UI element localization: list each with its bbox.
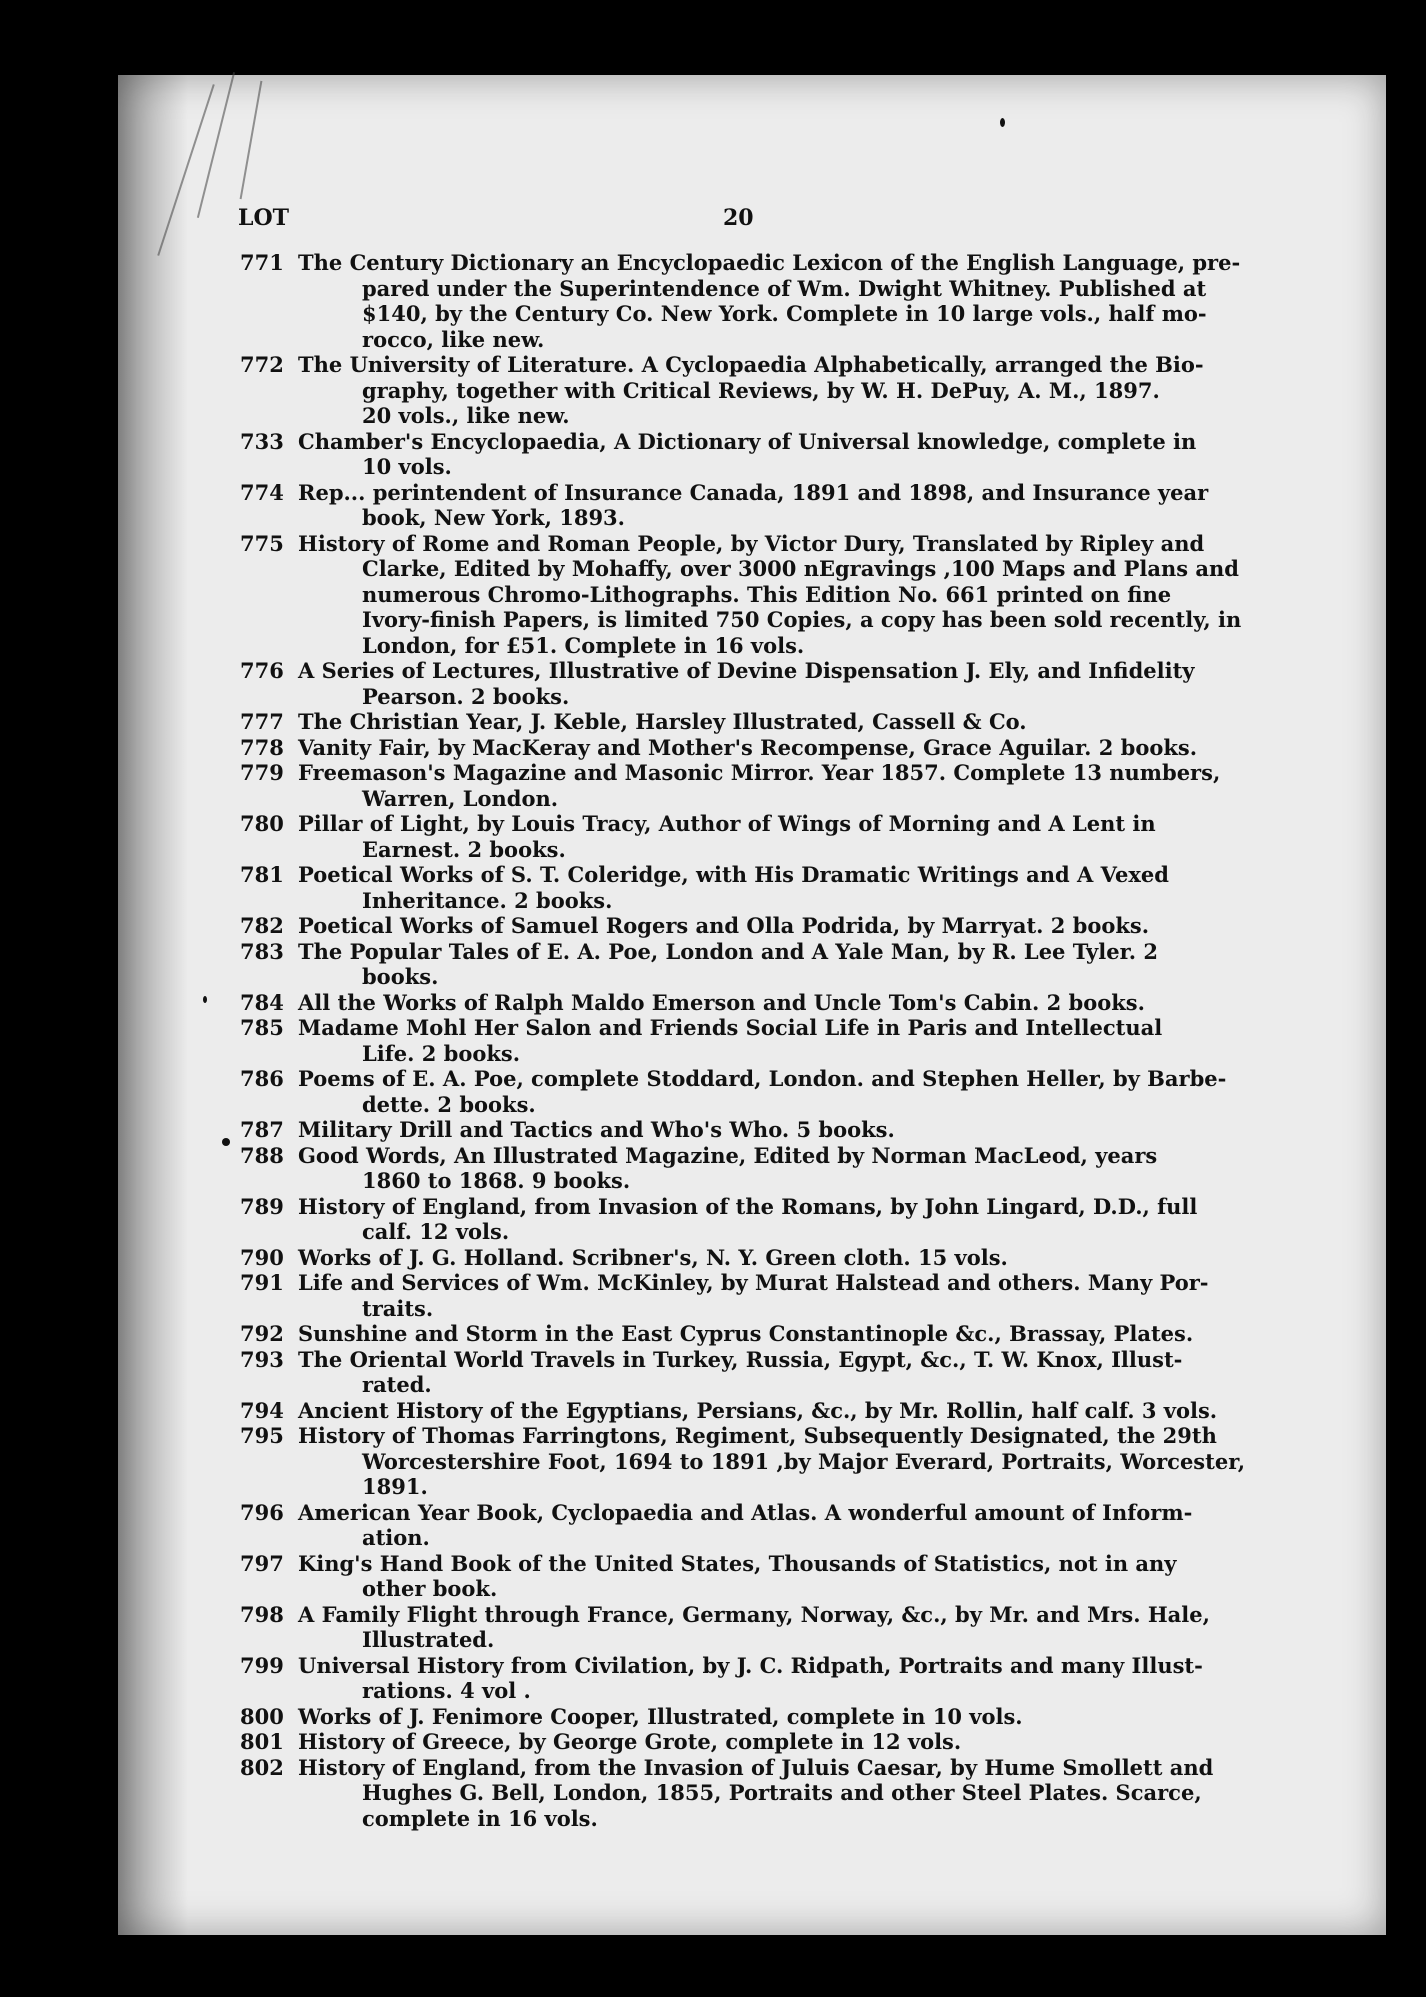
lot-description-line: Universal History from Civilation, by J. C. Ridpath, Portraits and many Illust-: [298, 1652, 1203, 1678]
lot-description-line: History of Greece, by George Grote, complete in 12 vols.: [298, 1729, 962, 1754]
lot-number: 800: [240, 1703, 284, 1729]
lot-entry: [240, 1066, 1250, 1117]
lot-entry: [240, 1704, 1250, 1730]
lot-description-line: 20 vols., like new.: [362, 403, 570, 428]
lot-description-line: Pillar of Light, by Louis Tracy, Author of Wings of Morning and A Lent in: [298, 811, 1156, 836]
lot-number: 795: [240, 1423, 284, 1448]
lot-entry: [240, 1270, 1250, 1321]
lot-description-line: History of England, from Invasion of the Romans, by John Lingard, D.D., full: [298, 1193, 1198, 1219]
lot-number: 784: [240, 989, 284, 1015]
lot-description-line: 1891.: [362, 1474, 428, 1499]
page-shadow-edge: [118, 75, 188, 1935]
lot-description-line: History of Rome and Roman People, by Victor Dury, Translated by Ripley and: [298, 530, 1205, 556]
lot-number: 786: [240, 1066, 284, 1091]
lot-number: 781: [240, 862, 284, 887]
lot-description-line: All the Works of Ralph Maldo Emerson and Uncle Tom's Cabin. 2 books.: [298, 989, 1145, 1015]
lot-description-line: other book.: [362, 1576, 498, 1601]
lot-number: 802: [240, 1754, 284, 1780]
lot-description-line: History of Thomas Farringtons, Regiment, Subsequently Designated, the 29th: [298, 1423, 1217, 1448]
lot-description-line: Poetical Works of Samuel Rogers and Olla Podrida, by Marryat. 2 books.: [298, 913, 1150, 938]
lot-description-line: King's Hand Book of the United States, Thousands of Statistics, not in any: [298, 1550, 1177, 1576]
lot-number: 799: [240, 1652, 284, 1678]
ink-speck: [203, 996, 207, 1003]
lot-description-line: books.: [362, 964, 439, 989]
lot-description-line: Poetical Works of S. T. Coleridge, with His Dramatic Writings and A Vexed: [298, 862, 1169, 887]
lot-description-line: The Christian Year, J. Keble, Harsley Illustrated, Cassell & Co.: [298, 709, 1027, 734]
lot-description-line: The University of Literature. A Cyclopaedia Alphabetically, arranged the Bio-: [298, 352, 1204, 377]
lot-description-line: rated.: [362, 1372, 432, 1397]
lot-description-line: Rep... perintendent of Insurance Canada, 1891 and 1898, and Insurance year: [298, 479, 1209, 505]
lot-entry: [240, 1602, 1250, 1653]
ink-speck: [1000, 118, 1005, 127]
lot-entry: [240, 862, 1250, 913]
lot-entry: [240, 531, 1250, 659]
lot-description-line: numerous Chromo-Lithographs. This Edition No. 661 printed on fine: [362, 581, 1172, 607]
lot-number: 777: [240, 709, 284, 734]
lot-entry: [240, 1398, 1250, 1424]
lot-number: 785: [240, 1015, 284, 1040]
lot-entry: [240, 1551, 1250, 1602]
lot-description-line: rocco, like new.: [362, 326, 545, 352]
lot-entry: [240, 1755, 1250, 1832]
lot-number: 779: [240, 760, 284, 785]
lot-entry: [240, 1500, 1250, 1551]
lot-description-line: Earnest. 2 books.: [362, 836, 566, 862]
lot-number: 772: [240, 352, 284, 377]
lot-entry: [240, 1117, 1250, 1143]
lot-number: 783: [240, 938, 284, 964]
lot-description-line: complete in 16 vols.: [362, 1805, 598, 1831]
lot-description-line: History of England, from the Invasion of Juluis Caesar, by Hume Smollett and: [298, 1754, 1214, 1780]
lot-description-line: ation.: [362, 1525, 430, 1550]
lot-number: 801: [240, 1729, 284, 1754]
lot-description-line: Life. 2 books.: [362, 1040, 521, 1066]
lot-entry: [240, 250, 1250, 352]
lot-description-line: Pearson. 2 books.: [362, 683, 570, 709]
lot-description-line: 1860 to 1868. 9 books.: [362, 1168, 631, 1193]
page-number: 20: [723, 205, 754, 231]
lot-entry: [240, 1347, 1250, 1398]
lot-list: [240, 250, 1250, 1831]
lot-entry: [240, 1245, 1250, 1271]
lot-description-line: Illustrated.: [362, 1627, 495, 1652]
lot-entry: [240, 1653, 1250, 1704]
lot-description-line: London, for £51. Complete in 16 vols.: [362, 632, 805, 658]
lot-entry: [240, 913, 1250, 939]
lot-number: 789: [240, 1193, 284, 1219]
lot-number: 776: [240, 658, 284, 683]
bullet-mark: [222, 1138, 230, 1146]
lot-description-line: Ivory-finish Papers, is limited 750 Copies, a copy has been sold recently, in: [362, 607, 1242, 632]
lot-description-line: Inheritance. 2 books.: [362, 887, 613, 913]
lot-description-line: The Popular Tales of E. A. Poe, London and A Yale Man, by R. Lee Tyler. 2: [298, 938, 1158, 964]
lot-description-line: rations. 4 vol .: [362, 1678, 531, 1703]
lot-entry: [240, 990, 1250, 1016]
lot-entry: [240, 760, 1250, 811]
lot-entry: [240, 939, 1250, 990]
lot-number: 792: [240, 1321, 284, 1346]
lot-label: LOT: [238, 205, 290, 231]
lot-description-line: A Family Flight through France, Germany, Norway, &c., by Mr. and Mrs. Hale,: [298, 1601, 1210, 1627]
lot-entry: [240, 480, 1250, 531]
lot-number: 787: [240, 1117, 284, 1142]
lot-description-line: Life and Services of Wm. McKinley, by Murat Halstead and others. Many Por-: [298, 1270, 1209, 1295]
lot-entry: [240, 709, 1250, 735]
lot-number: 771: [240, 250, 284, 275]
lot-description-line: Military Drill and Tactics and Who's Who. 5 books.: [298, 1117, 895, 1142]
lot-description-line: Sunshine and Storm in the East Cyprus Constantinople &c., Brassay, Plates.: [298, 1321, 1194, 1346]
lot-number: 796: [240, 1499, 284, 1525]
lot-entry: [240, 1143, 1250, 1194]
lot-description-line: Clarke, Edited by Mohaffy, over 3000 nEgravings ,100 Maps and Plans and: [362, 556, 1239, 581]
lot-description-line: Works of J. Fenimore Cooper, Illustrated, complete in 10 vols.: [298, 1703, 1023, 1729]
lot-number: 791: [240, 1270, 284, 1295]
lot-number: 793: [240, 1346, 284, 1372]
lot-entry: [240, 735, 1250, 761]
lot-description-line: Freemason's Magazine and Masonic Mirror. Year 1857. Complete 13 numbers,: [298, 760, 1221, 785]
lot-description-line: pared under the Superintendence of Wm. Dwight Whitney. Published at: [362, 275, 1207, 301]
lot-description-line: The Oriental World Travels in Turkey, Russia, Egypt, &c., T. W. Knox, Illust-: [298, 1346, 1183, 1372]
lot-entry: [240, 1729, 1250, 1755]
lot-number: 797: [240, 1550, 284, 1576]
lot-description-line: $140, by the Century Co. New York. Complete in 10 large vols., half mo-: [362, 301, 1207, 326]
lot-description-line: Good Words, An Illustrated Magazine, Edited by Norman MacLeod, years: [298, 1142, 1158, 1168]
lot-entry: [240, 658, 1250, 709]
lot-description-line: Poems of E. A. Poe, complete Stoddard, London. and Stephen Heller, by Barbe-: [298, 1066, 1227, 1091]
lot-entry: [240, 1423, 1250, 1500]
lot-description-line: Chamber's Encyclopaedia, A Dictionary of Universal knowledge, complete in: [298, 428, 1197, 454]
lot-description-line: calf. 12 vols.: [362, 1219, 510, 1244]
lot-number: 780: [240, 811, 284, 836]
lot-number: 778: [240, 734, 284, 760]
lot-entry: [240, 811, 1250, 862]
lot-entry: [240, 352, 1250, 429]
lot-description-line: The Century Dictionary an Encyclopaedic Lexicon of the English Language, pre-: [298, 250, 1241, 275]
lot-description-line: Ancient History of the Egyptians, Persians, &c., by Mr. Rollin, half calf. 3 vols.: [298, 1397, 1218, 1423]
lot-number: 775: [240, 530, 284, 556]
lot-number: 774: [240, 479, 284, 505]
lot-number: 733: [240, 428, 284, 454]
lot-description-line: Madame Mohl Her Salon and Friends Social Life in Paris and Intellectual: [298, 1015, 1163, 1040]
lot-description-line: dette. 2 books.: [362, 1091, 536, 1117]
lot-description-line: book, New York, 1893.: [362, 505, 625, 530]
lot-entry: [240, 1015, 1250, 1066]
lot-description-line: traits.: [362, 1295, 434, 1321]
lot-number: 794: [240, 1397, 284, 1423]
lot-description-line: A Series of Lectures, Illustrative of Devine Dispensation J. Ely, and Infidelity: [298, 658, 1195, 683]
lot-number: 798: [240, 1601, 284, 1627]
lot-description-line: Warren, London.: [362, 785, 559, 811]
lot-entry: [240, 1194, 1250, 1245]
lot-description-line: 10 vols.: [362, 454, 452, 479]
lot-description-line: graphy, together with Critical Reviews, by W. H. DePuy, A. M., 1897.: [362, 377, 1160, 403]
lot-number: 790: [240, 1244, 284, 1270]
lot-description-line: Vanity Fair, by MacKeray and Mother's Recompense, Grace Aguilar. 2 books.: [298, 734, 1198, 760]
page-header: [238, 205, 1238, 235]
lot-entry: [240, 1321, 1250, 1347]
lot-number: 782: [240, 913, 284, 938]
lot-description-line: Worcestershire Foot, 1694 to 1891 ,by Major Everard, Portraits, Worcester,: [362, 1448, 1246, 1474]
lot-number: 788: [240, 1142, 284, 1168]
lot-description-line: Hughes G. Bell, London, 1855, Portraits and other Steel Plates. Scarce,: [362, 1780, 1202, 1805]
lot-description-line: American Year Book, Cyclopaedia and Atlas. A wonderful amount of Inform-: [298, 1499, 1193, 1525]
lot-description-line: Works of J. G. Holland. Scribner's, N. Y. Green cloth. 15 vols.: [298, 1244, 1008, 1270]
lot-entry: [240, 429, 1250, 480]
